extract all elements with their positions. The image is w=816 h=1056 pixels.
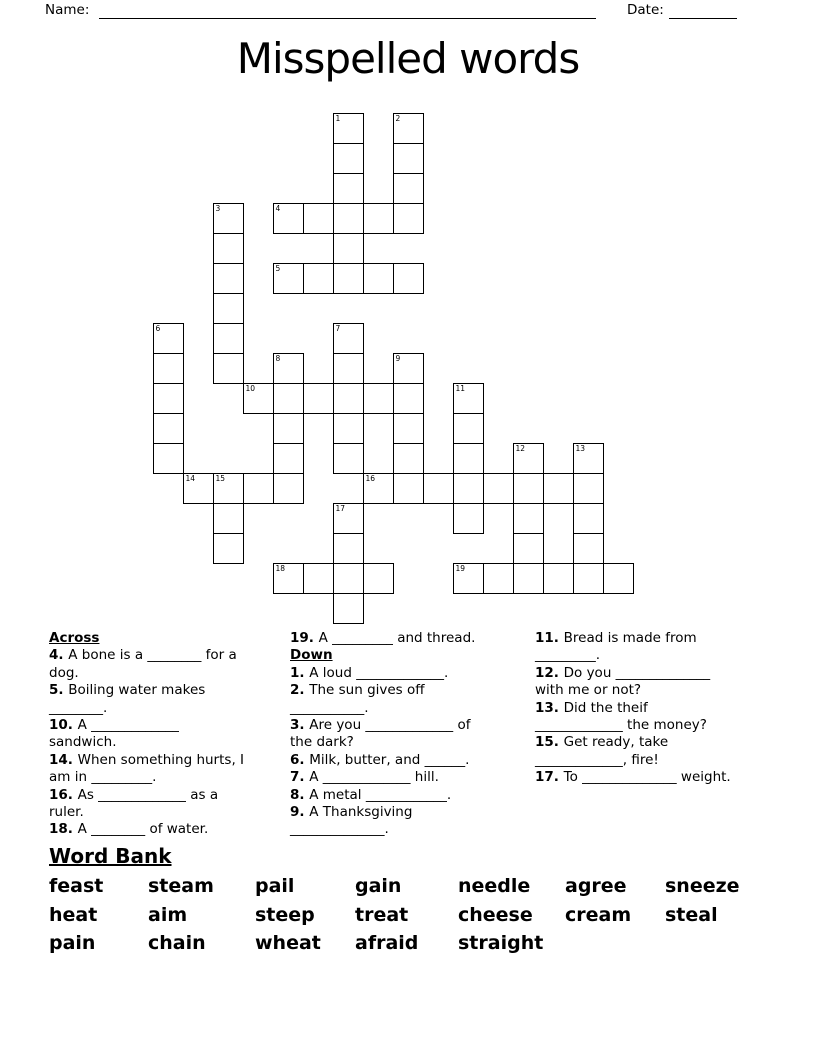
clue: 14. When something hurts, I am in _________. bbox=[49, 751, 245, 786]
crossword-cell bbox=[573, 443, 604, 474]
word-bank-word: pail bbox=[255, 875, 295, 897]
clue-number: 12 bbox=[515, 443, 526, 453]
crossword-cell bbox=[363, 383, 394, 414]
crossword-cell bbox=[213, 233, 244, 264]
clue-number-label: 9. bbox=[290, 804, 310, 821]
crossword-cell bbox=[153, 383, 184, 414]
crossword-cell bbox=[393, 203, 424, 234]
crossword-cell bbox=[303, 383, 334, 414]
crossword-cell bbox=[573, 533, 604, 564]
clue-number: 1 bbox=[335, 113, 341, 123]
crossword-cell bbox=[393, 413, 424, 444]
crossword-cell bbox=[213, 293, 244, 324]
crossword-cell bbox=[333, 593, 364, 624]
crossword-cell bbox=[213, 533, 244, 564]
word-bank-word: chain bbox=[148, 932, 206, 954]
word-bank-word: needle bbox=[458, 875, 531, 897]
clue: 8. A metal ____________. bbox=[290, 786, 452, 803]
crossword-cell bbox=[603, 563, 634, 594]
crossword-cell bbox=[483, 473, 514, 504]
crossword-cell bbox=[393, 443, 424, 474]
crossword-cell bbox=[273, 473, 304, 504]
clue: 17. To ______________ weight. bbox=[535, 769, 731, 786]
crossword-cell bbox=[273, 383, 304, 414]
crossword-cell bbox=[363, 203, 394, 234]
clue: 16. As _____________ as a ruler. bbox=[49, 786, 219, 821]
clue-number: 3 bbox=[215, 203, 221, 213]
word-bank-word: straight bbox=[458, 932, 544, 954]
crossword-cell bbox=[453, 413, 484, 444]
clue-number: 13 bbox=[575, 443, 586, 453]
word-bank-word: heat bbox=[49, 903, 98, 926]
crossword-cell bbox=[153, 443, 184, 474]
crossword-cell bbox=[363, 263, 394, 294]
crossword-cell bbox=[333, 563, 364, 594]
crossword-cell bbox=[393, 263, 424, 294]
crossword-cell bbox=[513, 473, 544, 504]
crossword-cell bbox=[453, 383, 484, 414]
crossword-cell bbox=[513, 533, 544, 564]
clue-number-label: 12. bbox=[535, 664, 564, 681]
word-bank-heading: Word Bank bbox=[49, 844, 172, 868]
crossword-cell bbox=[393, 113, 424, 144]
crossword-cell bbox=[243, 383, 274, 414]
crossword-cell bbox=[273, 203, 304, 234]
crossword-cell bbox=[333, 413, 364, 444]
clue-number: 9 bbox=[395, 353, 401, 363]
crossword-cell bbox=[273, 353, 304, 384]
crossword-cell bbox=[333, 503, 364, 534]
word-bank-word: aim bbox=[148, 903, 188, 926]
word-bank-word: afraid bbox=[355, 932, 419, 954]
crossword-cell bbox=[453, 473, 484, 504]
clues-column-1 bbox=[49, 630, 281, 839]
crossword-cell bbox=[273, 443, 304, 474]
crossword-cell bbox=[333, 353, 364, 384]
clue-number-label: 6. bbox=[290, 751, 310, 768]
word-bank-word: steal bbox=[665, 903, 718, 926]
clue-number: 6 bbox=[155, 323, 161, 333]
crossword-cell bbox=[183, 473, 214, 504]
clue: 2. The sun gives off ___________. bbox=[290, 682, 425, 716]
clue-number-label: 11. bbox=[535, 630, 564, 646]
word-bank-word: wheat bbox=[255, 932, 321, 954]
word-bank-word: steam bbox=[148, 875, 214, 897]
crossword-cell bbox=[333, 143, 364, 174]
clue: 19. A _________ and thread. bbox=[290, 630, 476, 646]
clue-number: 15 bbox=[215, 473, 226, 483]
crossword-cell bbox=[213, 263, 244, 294]
clue: 1. A loud _____________. bbox=[290, 664, 449, 681]
clue-number-label: 10. bbox=[49, 717, 78, 734]
crossword-cell bbox=[513, 563, 544, 594]
crossword-cell bbox=[573, 563, 604, 594]
clue-number-label: 8. bbox=[290, 786, 310, 803]
clue-number-label: 3. bbox=[290, 717, 310, 734]
clue: 15. Get ready, take _____________, fire! bbox=[535, 734, 669, 768]
clue-number: 14 bbox=[185, 473, 196, 483]
name-label: Name: bbox=[45, 2, 90, 18]
clue-number-label: 7. bbox=[290, 769, 310, 786]
crossword-cell bbox=[453, 503, 484, 534]
word-bank-word: sneeze bbox=[665, 875, 740, 897]
crossword-cell bbox=[483, 563, 514, 594]
crossword-cell bbox=[333, 113, 364, 144]
clue-number: 8 bbox=[275, 353, 281, 363]
clue: 4. A bone is a ________ for a dog. bbox=[49, 647, 237, 681]
crossword-cell bbox=[213, 203, 244, 234]
clue-number: 10 bbox=[245, 383, 256, 393]
crossword-cell bbox=[333, 173, 364, 204]
clue-number: 17 bbox=[335, 503, 346, 513]
word-bank-word: gain bbox=[355, 875, 402, 897]
crossword-cell bbox=[273, 563, 304, 594]
clue-number: 7 bbox=[335, 323, 341, 333]
crossword-cell bbox=[333, 383, 364, 414]
clue-number-label: 4. bbox=[49, 647, 69, 664]
word-bank-word: agree bbox=[565, 875, 627, 897]
clue: 11. Bread is made from _________. bbox=[535, 630, 697, 664]
clues-column-2 bbox=[290, 630, 512, 839]
date-blank-line bbox=[669, 18, 737, 19]
clue: 10. A _____________ sandwich. bbox=[49, 717, 179, 751]
clue: 5. Boiling water makes ________. bbox=[49, 682, 206, 716]
crossword-cell bbox=[393, 353, 424, 384]
clue-number: 2 bbox=[395, 113, 401, 123]
clue-section-heading: Across bbox=[49, 630, 100, 646]
crossword-cell bbox=[213, 473, 244, 504]
crossword-cell bbox=[393, 173, 424, 204]
clue: 12. Do you ______________ with me or not? bbox=[535, 664, 711, 699]
word-bank-word: cheese bbox=[458, 903, 533, 926]
worksheet-title: Misspelled words bbox=[236, 34, 580, 83]
clue-number-label: 13. bbox=[535, 699, 564, 716]
clue: 3. Are you _____________ of the dark? bbox=[290, 717, 471, 751]
crossword-cell bbox=[243, 473, 274, 504]
crossword-cell bbox=[573, 503, 604, 534]
clue-number-label: 1. bbox=[290, 664, 310, 681]
clue: 9. A Thanksgiving ______________. bbox=[290, 804, 413, 838]
crossword-cell bbox=[333, 323, 364, 354]
crossword-cell bbox=[333, 533, 364, 564]
crossword-cell bbox=[363, 473, 394, 504]
crossword-cell bbox=[393, 473, 424, 504]
clue-number-label: 17. bbox=[535, 769, 564, 786]
crossword-cell bbox=[393, 143, 424, 174]
date-label: Date: bbox=[627, 2, 664, 18]
crossword-cell bbox=[393, 383, 424, 414]
crossword-cell bbox=[153, 413, 184, 444]
clue-number-label: 14. bbox=[49, 751, 78, 768]
clue: 18. A ________ of water. bbox=[49, 821, 209, 838]
crossword-cell bbox=[573, 473, 604, 504]
clue-number-label: 16. bbox=[49, 786, 78, 803]
clue-number-label: 19. bbox=[290, 630, 319, 646]
clue-number: 18 bbox=[275, 563, 286, 573]
word-bank-word: cream bbox=[565, 903, 632, 926]
word-bank-word: pain bbox=[49, 932, 96, 954]
crossword-cell bbox=[543, 473, 574, 504]
crossword-cell bbox=[513, 503, 544, 534]
clue-number-label: 18. bbox=[49, 821, 78, 838]
clue-number: 19 bbox=[455, 563, 466, 573]
crossword-cell bbox=[303, 203, 334, 234]
word-bank-word: steep bbox=[255, 903, 315, 926]
clue: 6. Milk, butter, and ______. bbox=[290, 751, 470, 768]
crossword-cell bbox=[213, 323, 244, 354]
clue: 7. A _____________ hill. bbox=[290, 769, 439, 786]
crossword-cell bbox=[423, 473, 454, 504]
crossword-cell bbox=[273, 413, 304, 444]
crossword-cell bbox=[153, 353, 184, 384]
crossword-cell bbox=[333, 203, 364, 234]
clue-number: 11 bbox=[455, 383, 466, 393]
crossword-cell bbox=[333, 443, 364, 474]
word-bank-grid bbox=[49, 872, 745, 958]
crossword-cell bbox=[543, 563, 574, 594]
crossword-cell bbox=[333, 233, 364, 264]
crossword-cell bbox=[513, 443, 544, 474]
name-blank-line bbox=[99, 18, 596, 19]
clue-number: 16 bbox=[365, 473, 376, 483]
crossword-cell bbox=[333, 263, 364, 294]
word-bank-word: treat bbox=[355, 903, 409, 926]
crossword-cell bbox=[453, 443, 484, 474]
clue-number: 5 bbox=[275, 263, 281, 273]
crossword-cell bbox=[363, 563, 394, 594]
crossword-cell bbox=[273, 263, 304, 294]
crossword-cell bbox=[213, 353, 244, 384]
crossword-grid bbox=[153, 113, 634, 624]
clue: 13. Did the theif _____________ the money? bbox=[535, 699, 707, 734]
clue-number: 4 bbox=[275, 203, 281, 213]
crossword-cell bbox=[153, 323, 184, 354]
clue-number-label: 2. bbox=[290, 682, 310, 699]
word-bank-word: feast bbox=[49, 875, 104, 897]
clue-number-label: 5. bbox=[49, 682, 69, 699]
clue-number-label: 15. bbox=[535, 734, 564, 751]
clue-section-heading: Down bbox=[290, 647, 333, 664]
crossword-cell bbox=[213, 503, 244, 534]
crossword-cell bbox=[303, 263, 334, 294]
crossword-cell bbox=[303, 563, 334, 594]
clues-column-3 bbox=[535, 630, 797, 787]
crossword-cell bbox=[453, 563, 484, 594]
